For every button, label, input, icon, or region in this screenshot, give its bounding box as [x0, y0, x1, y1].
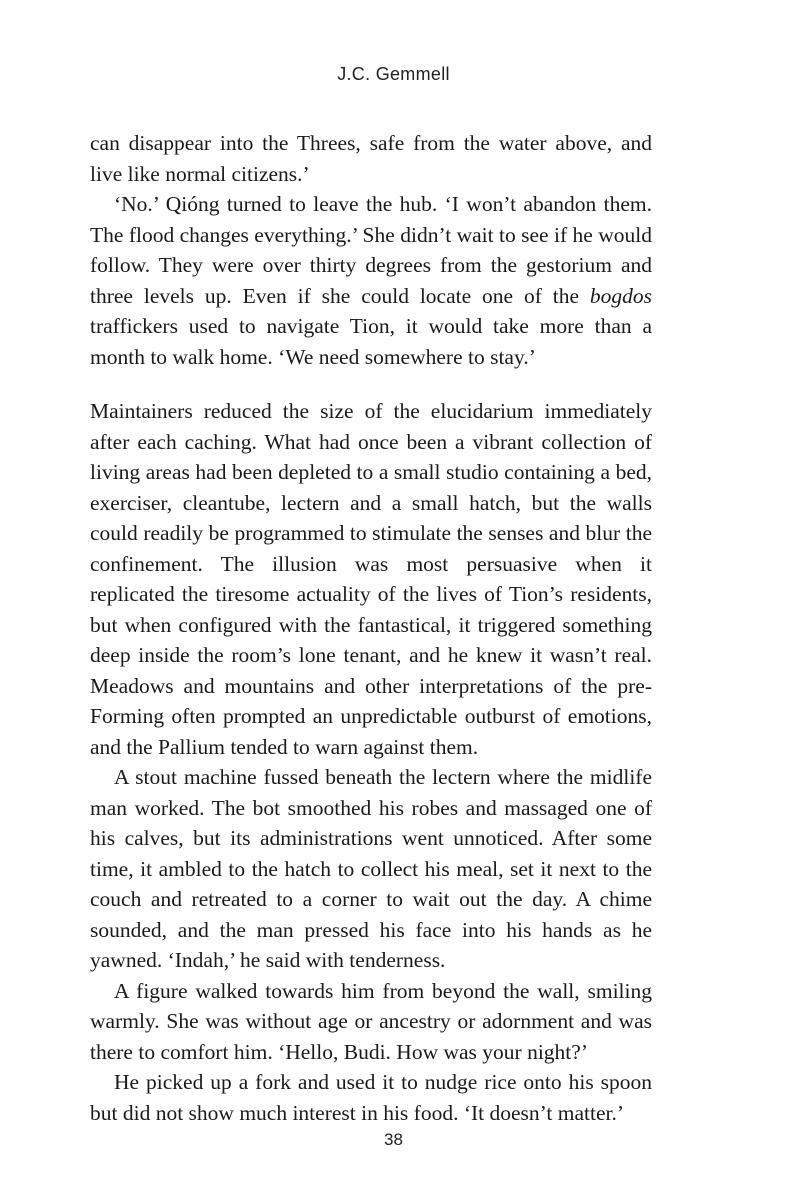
- paragraph: Maintainers reduced the size of the elucidarium immediately after each caching. What had once been a vibrant collection of living areas had been depleted to a small studio containing a bed, exerciser, cleantube, lectern and a small hatch, but the walls could readily be programmed to stimulate the senses and blur the confinement. The illusion was most persuasive when it replicated the tiresome actuality of the lives of Tion’s residents, but when configured with the fantastical, it triggered something deep inside the room’s lone tenant, and he knew it wasn’t real. Meadows and mountains and other interpretations of the pre-Forming often prompted an unpredictable outburst of emotions, and the Pallium tended to warn against them.: [90, 399, 652, 759]
- italic-term: bogdos: [589, 283, 652, 308]
- paragraph: can disappear into the Threes, safe from the water above, and live like normal citizens.’: [90, 131, 652, 186]
- paragraph: He picked up a fork and used it to nudge rice onto his spoon but did not show much interest in his food. ‘It doesn’t matter.’: [90, 1070, 652, 1125]
- paragraph: A stout machine fussed beneath the lectern where the midlife man worked. The bot smoothed his robes and massaged one of his calves, but its administrations went unnoticed. After some time, it ambled to the hatch to collect his meal, set it next to the couch and retreated to a corner to wait out the day. A chime sounded, and the man pressed his face into his hands as he yawned. ‘Indah,’ he said with tenderness.: [90, 765, 652, 972]
- text-section-1: [90, 128, 652, 372]
- page-number: 38: [384, 1130, 403, 1149]
- paragraph: A figure walked towards him from beyond the wall, smiling warmly. She was without age or ancestry or adornment and was there to comfort him. ‘Hello, Budi. How was your night?’: [90, 978, 652, 1064]
- text-section-2: [90, 396, 652, 1128]
- paragraph-text: traffickers used to navigate Tion, it would take more than a month to walk home. ‘We need somewhere to stay.’: [90, 314, 652, 369]
- paragraph-text: ‘No.’ Qióng turned to leave the hub. ‘I won’t abandon them. The flood changes everything.’ She didn’t wait to see if he would follow. They were over thirty degrees from the gestorium and three levels up. Even if she could locate one of the: [90, 192, 652, 308]
- running-head-author: J.C. Gemmell: [337, 64, 450, 84]
- paragraph: [90, 189, 652, 372]
